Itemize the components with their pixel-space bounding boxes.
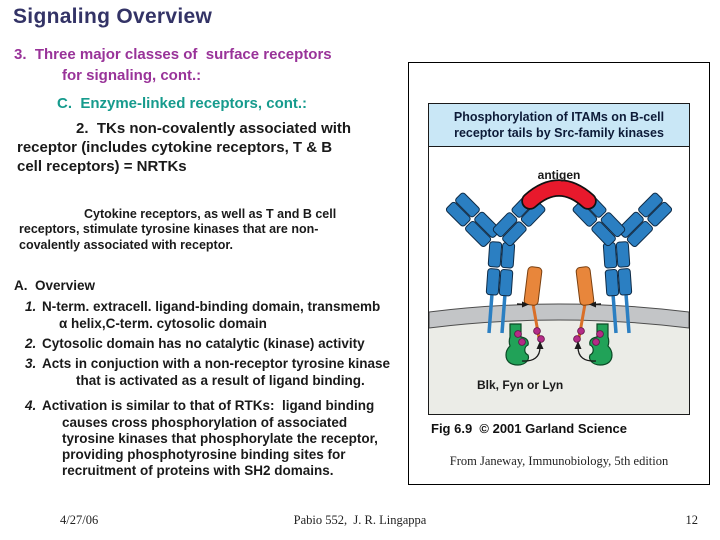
figure-panel [408, 62, 710, 485]
overview-item3-line1: Acts in conjuction with a non-receptor tyrosine kinase [42, 356, 391, 371]
receptor-stem [486, 242, 515, 297]
cytokine-note-line2: receptors, stimulate tyrosine kinases that are non- [19, 222, 319, 236]
figure-caption: Fig 6.9 © 2001 Garland Science [431, 421, 628, 436]
cytosol-region [429, 320, 689, 414]
overview-item3-line2: that is activated as a result of ligand binding. [76, 373, 365, 388]
sectionC-heading: C. Enzyme-linked receptors, cont.: [57, 95, 308, 112]
figure-header [428, 103, 690, 147]
item2-line2: receptor (includes cytokine receptors, T & B [17, 139, 333, 156]
accessory-chain [524, 266, 543, 305]
figure-header-line2: receptor tails by Src-family kinases [454, 126, 664, 140]
overview-item4-line4: providing phosphotyrosine binding sites for [62, 447, 346, 462]
overview-item4-line5: recruitment of proteins with SH2 domains. [62, 463, 334, 478]
phosphate-dot [519, 339, 526, 346]
item2-line3: cell receptors) = NRTKs [17, 158, 187, 175]
phosphate-dot [515, 331, 522, 338]
overview-item1-line1: N-term. extracell. ligand-binding domain, transmemb [42, 299, 381, 314]
figure-header-line1: Phosphorylation of ITAMs on B-cell [453, 110, 665, 124]
cytokine-note-line3: covalently associated with receptor. [19, 238, 233, 252]
footer-course: Pabio 552, J. R. Lingappa [293, 513, 427, 527]
overview-item3-number: 3. [25, 356, 37, 371]
receptor-outer-arm [445, 192, 501, 248]
section3-line1: 3. Three major classes of surface receptors [14, 46, 332, 63]
footer-page-number: 12 [685, 513, 698, 527]
overview-item4-number: 4. [25, 398, 37, 413]
overview-item4-line2: causes cross phosphorylation of associated [62, 415, 348, 430]
overview-item4-line3: tyrosine kinases that phosphorylate the receptor, [62, 431, 378, 446]
antigen-label: antigen [537, 168, 581, 182]
figure-credit: From Janeway, Immunobiology, 5th edition [449, 454, 669, 468]
overview-item1-number: 1. [25, 299, 37, 314]
page-title: Signaling Overview [13, 5, 213, 28]
bcell-receptor-illustration [429, 147, 689, 414]
footer-date: 4/27/06 [60, 513, 99, 527]
overview-item2-number: 2. [25, 336, 37, 351]
overview-heading: A. Overview [14, 278, 96, 293]
phosphate-dot [534, 328, 541, 335]
kinase-label: Blk, Fyn or Lyn [477, 378, 564, 392]
overview-item1-line2: α helix,C-term. cytosolic domain [59, 316, 267, 331]
phosphate-dot [538, 336, 545, 343]
section3-line2: for signaling, cont.: [62, 67, 202, 84]
overview-item4-line1: Activation is similar to that of RTKs: ligand binding [42, 398, 375, 413]
item2-line1: 2. TKs non-covalently associated with [76, 120, 352, 137]
overview-item2-line1: Cytosolic domain has no catalytic (kinase) activity [42, 336, 365, 351]
cytokine-note-line1: Cytokine receptors, as well as T and B cell [84, 207, 337, 221]
bcell-receptor-diagram [428, 146, 690, 415]
antigen-shape [530, 188, 588, 201]
